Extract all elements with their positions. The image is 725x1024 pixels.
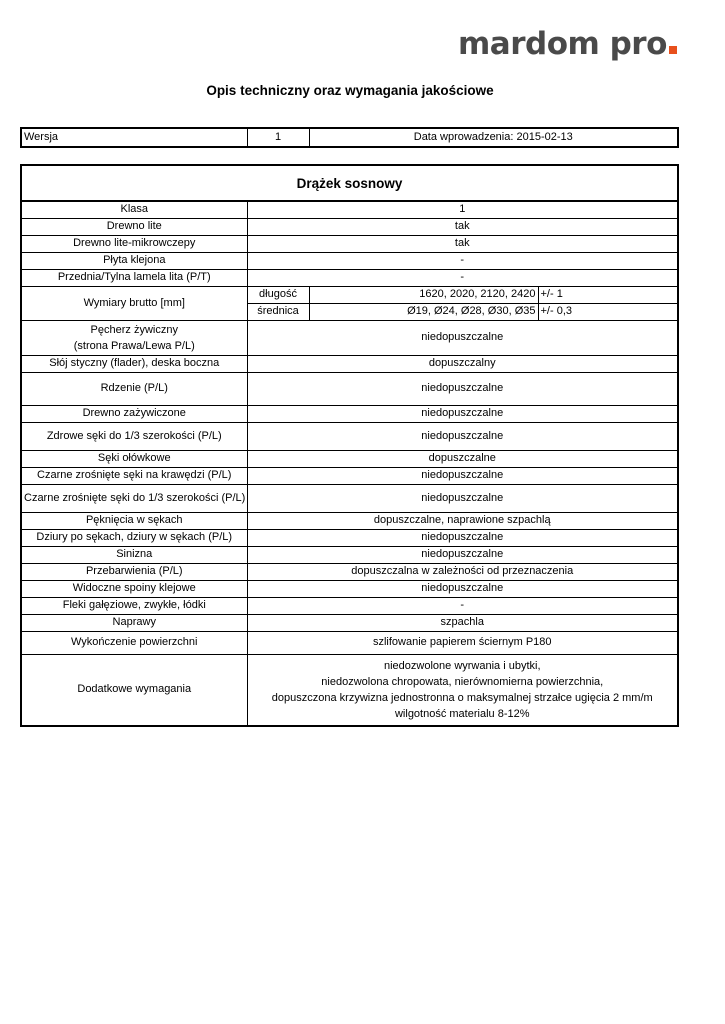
spec-label: Drewno lite-mikrowczepy (21, 235, 247, 252)
version-value: 1 (247, 128, 309, 147)
spec-value: - (247, 269, 678, 286)
spec-label: Dziury po sękach, dziury w sękach (P/L) (21, 529, 247, 546)
spec-value: niedopuszczalne (247, 484, 678, 512)
spec-value: dopuszczalne (247, 450, 678, 467)
requirement-line: niedozwolona chropowata, nierównomierna powierzchnia, (321, 675, 604, 688)
additional-requirements-label: Dodatkowe wymagania (21, 654, 247, 726)
spec-label: Fleki gałęziowe, zwykłe, łódki (21, 597, 247, 614)
introduction-date: Data wprowadzenia: 2015-02-13 (309, 128, 678, 147)
length-label: długość (247, 286, 309, 303)
spec-value: dopuszczalna w zależności od przeznaczenia (247, 563, 678, 580)
spec-label: Drewno lite (21, 218, 247, 235)
spec-value: niedopuszczalne (247, 320, 678, 355)
spec-value: tak (247, 235, 678, 252)
spec-value: niedopuszczalne (247, 372, 678, 405)
spec-label: Słój styczny (flader), deska boczna (21, 355, 247, 372)
resin-label-line1: Pęcherz żywiczny (90, 323, 178, 336)
spec-label: Wykończenie powierzchni (21, 631, 247, 654)
spec-value: szlifowanie papierem ściernym P180 (247, 631, 678, 654)
spec-value: - (247, 252, 678, 269)
resin-label-line2: (strona Prawa/Lewa P/L) (73, 339, 195, 352)
spec-value: dopuszczalny (247, 355, 678, 372)
diameter-label: średnica (247, 303, 309, 320)
spec-label: Czarne zrośnięte sęki na krawędzi (P/L) (21, 467, 247, 484)
spec-label: Płyta klejona (21, 252, 247, 269)
document-title: Opis techniczny oraz wymagania jakościowe (206, 83, 494, 98)
spec-label: Klasa (21, 201, 247, 218)
product-name: Drążek sosnowy (21, 165, 678, 201)
dimensions-label: Wymiary brutto [mm] (21, 286, 247, 320)
spec-value: niedopuszczalne (247, 422, 678, 450)
diameter-tolerance: +/- 0,3 (538, 303, 678, 320)
spec-label: Widoczne spoiny klejowe (21, 580, 247, 597)
spec-value: niedopuszczalne (247, 467, 678, 484)
spec-value: szpachla (247, 614, 678, 631)
spec-label: Zdrowe sęki do 1/3 szerokości (P/L) (21, 422, 247, 450)
spec-label: Drewno zażywiczone (21, 405, 247, 422)
spec-label (21, 320, 247, 355)
specification-table (20, 164, 679, 727)
spec-label: Sęki ołówkowe (21, 450, 247, 467)
spec-value: niedopuszczalne (247, 546, 678, 563)
spec-value: tak (247, 218, 678, 235)
diameter-values: Ø19, Ø24, Ø28, Ø30, Ø35 (309, 303, 538, 320)
spec-value: niedopuszczalne (247, 405, 678, 422)
spec-value: dopuszczalne, naprawione szpachlą (247, 512, 678, 529)
version-label: Wersja (21, 128, 247, 147)
requirement-line: niedozwolone wyrwania i ubytki, (383, 659, 541, 672)
spec-label: Pęknięcia w sękach (21, 512, 247, 529)
spec-label: Czarne zrośnięte sęki do 1/3 szerokości (P/L) (21, 484, 247, 512)
spec-value: - (247, 597, 678, 614)
length-values: 1620, 2020, 2120, 2420 (309, 286, 538, 303)
spec-value: 1 (247, 201, 678, 218)
version-table (20, 127, 679, 148)
spec-value: niedopuszczalne (247, 529, 678, 546)
additional-requirements-value (247, 654, 678, 726)
spec-label: Przednia/Tylna lamela lita (P/T) (21, 269, 247, 286)
spec-value: niedopuszczalne (247, 580, 678, 597)
spec-label: Naprawy (21, 614, 247, 631)
company-logo: mardom pro (458, 26, 677, 62)
length-tolerance: +/- 1 (538, 286, 678, 303)
requirement-line: dopuszczona krzywizna jednostronna o maksymalnej strzałce ugięcia 2 mm/m (271, 691, 653, 704)
spec-label: Przebarwienia (P/L) (21, 563, 247, 580)
spec-label: Rdzenie (P/L) (21, 372, 247, 405)
logo-accent-square (669, 46, 677, 54)
spec-label: Sinizna (21, 546, 247, 563)
requirement-line: wilgotność materialu 8-12% (394, 707, 530, 720)
